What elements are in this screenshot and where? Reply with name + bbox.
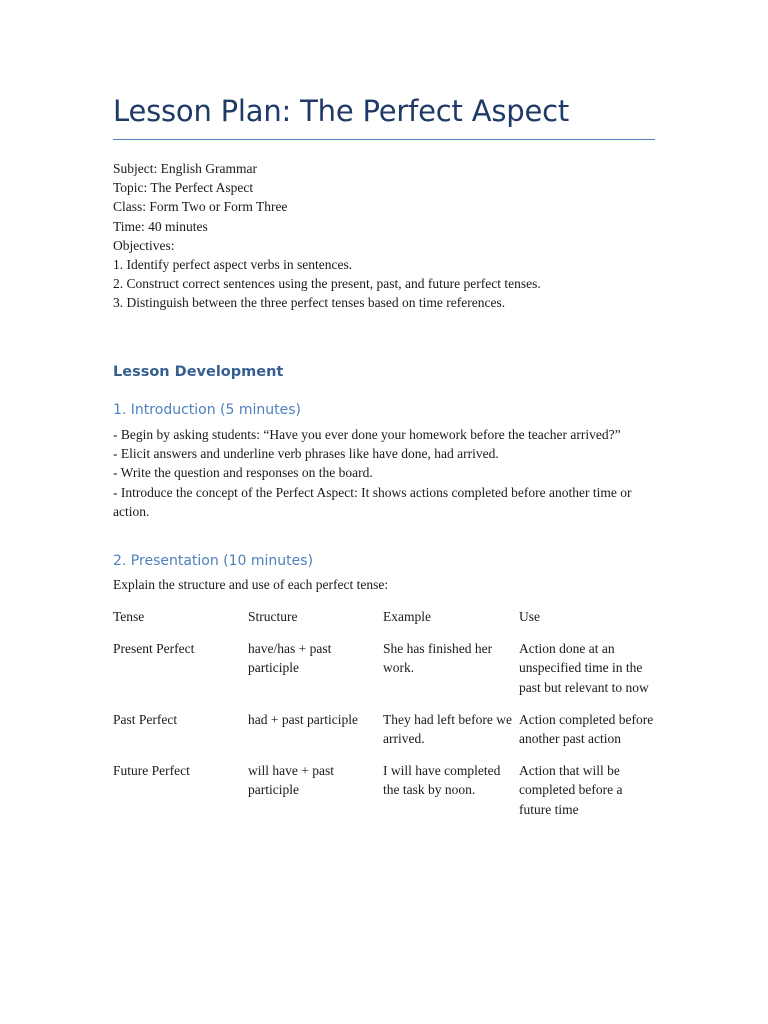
- objective-item: 2. Construct correct sentences using the present, past, and future perfect tenses.: [113, 276, 541, 292]
- presentation-intro: Explain the structure and use of each perfect tense:: [113, 577, 389, 592]
- intro-line: - Write the question and responses on the board.: [113, 465, 373, 481]
- introduction-body: [113, 425, 643, 521]
- intro-line: - Begin by asking students: “Have you ever done your homework before the teacher arrived?”: [113, 427, 621, 442]
- cell-use: Action done at an unspecified time in the past but relevant to now: [519, 641, 649, 695]
- meta-topic: Topic: The Perfect Aspect: [113, 180, 254, 196]
- cell-tense: Present Perfect: [113, 641, 195, 657]
- cell-example: They had left before we arrived.: [383, 711, 512, 747]
- cell-structure: will have + past participle: [248, 763, 334, 798]
- table-header-row: [113, 607, 655, 639]
- column-header-example: Example: [383, 609, 431, 624]
- column-header-structure: Structure: [248, 609, 298, 624]
- meta-objectives-label: Objectives:: [113, 237, 175, 253]
- cell-example: I will have completed the task by noon.: [383, 763, 501, 798]
- meta-subject: Subject: English Grammar: [113, 161, 257, 176]
- subheading-presentation: 2. Presentation (10 minutes): [113, 553, 314, 569]
- title-divider: [113, 139, 655, 140]
- tenses-table: [113, 607, 655, 832]
- cell-example: She has finished her work.: [383, 641, 493, 676]
- table-row: [113, 639, 655, 710]
- cell-use: Action that will be completed before a future time: [519, 763, 623, 817]
- objective-item: 3. Distinguish between the three perfect tenses based on time references.: [113, 295, 506, 311]
- table-row: [113, 761, 655, 832]
- page-title: Lesson Plan: The Perfect Aspect: [113, 94, 570, 128]
- intro-line: - Introduce the concept of the Perfect Aspect: It shows actions completed before another time or action.: [113, 484, 632, 519]
- meta-class: Class: Form Two or Form Three: [113, 199, 288, 215]
- subheading-introduction: 1. Introduction (5 minutes): [113, 402, 301, 418]
- cell-tense: Past Perfect: [113, 711, 178, 727]
- cell-use: Action completed before another past action: [519, 711, 654, 747]
- column-header-use: Use: [519, 609, 540, 624]
- cell-structure: have/has + past participle: [248, 641, 332, 676]
- meta-time: Time: 40 minutes: [113, 218, 208, 234]
- objective-item: 1. Identify perfect aspect verbs in sentences.: [113, 257, 353, 273]
- lesson-meta: [113, 159, 655, 313]
- intro-line: - Elicit answers and underline verb phrases like have done, had arrived.: [113, 446, 499, 462]
- table-row: [113, 710, 655, 761]
- cell-tense: Future Perfect: [113, 763, 190, 779]
- section-heading-lesson-development: Lesson Development: [113, 364, 284, 380]
- column-header-tense: Tense: [113, 609, 145, 624]
- cell-structure: had + past participle: [248, 711, 358, 727]
